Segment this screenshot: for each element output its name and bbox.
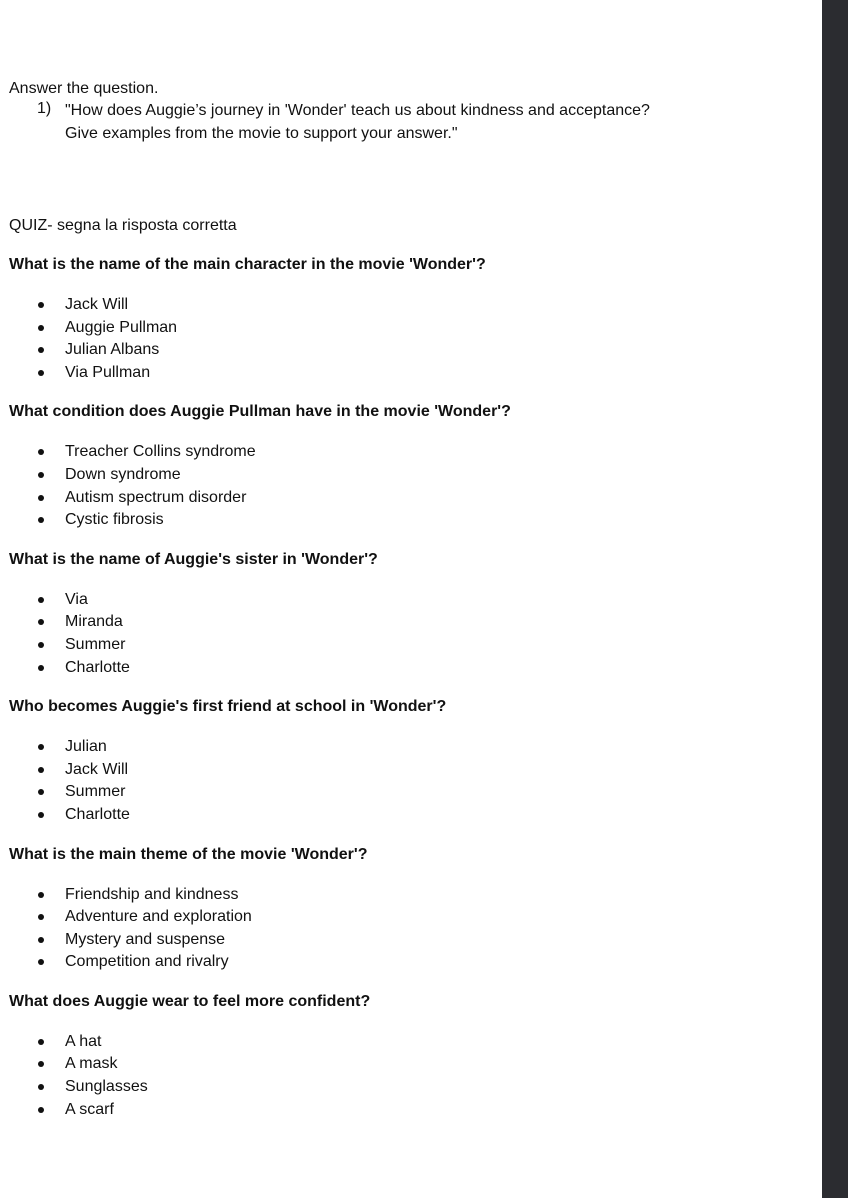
answer-option[interactable]: Summer — [9, 781, 809, 804]
open-question — [37, 100, 809, 145]
quiz-question-block — [9, 844, 809, 974]
answer-option[interactable]: A hat — [9, 1031, 809, 1054]
answer-option[interactable]: Summer — [9, 634, 809, 657]
quiz-question: Who becomes Auggie's first friend at school in 'Wonder'? — [9, 698, 447, 716]
answer-option[interactable]: Miranda — [9, 611, 809, 634]
answer-option[interactable]: Via Pullman — [9, 362, 809, 385]
answer-option[interactable]: Auggie Pullman — [9, 317, 809, 340]
instruction-text: Answer the question. — [9, 80, 159, 97]
answer-option[interactable]: Mystery and suspense — [9, 929, 809, 952]
document-page — [9, 78, 809, 1121]
answer-option[interactable]: Sunglasses — [9, 1076, 809, 1099]
answer-option[interactable]: Adventure and exploration — [9, 906, 809, 929]
answer-options-list — [9, 884, 809, 974]
quiz-question: What condition does Auggie Pullman have in the movie 'Wonder'? — [9, 403, 511, 421]
viewer-side-bar — [822, 0, 848, 1198]
answer-option[interactable]: A mask — [9, 1053, 809, 1076]
quiz-question: What is the main theme of the movie 'Wonder'? — [9, 845, 368, 863]
answer-option[interactable]: Via — [9, 589, 809, 612]
answer-options-list — [9, 1031, 809, 1121]
answer-options-list — [9, 441, 809, 531]
quiz-title: QUIZ- segna la risposta corretta — [9, 217, 237, 234]
open-question-line-2: Give examples from the movie to support your answer." — [65, 124, 458, 142]
answer-option[interactable]: Treacher Collins syndrome — [9, 441, 809, 464]
open-question-line-1: "How does Auggie’s journey in 'Wonder' teach us about kindness and acceptance? — [65, 102, 650, 119]
quiz-question-block — [9, 549, 809, 679]
open-question-number: 1) — [37, 100, 52, 117]
quiz-question-block — [9, 254, 809, 384]
answer-option[interactable]: Autism spectrum disorder — [9, 487, 809, 510]
quiz-question: What does Auggie wear to feel more confident? — [9, 992, 371, 1010]
answer-option[interactable]: Charlotte — [9, 657, 809, 680]
quiz-question-block — [9, 696, 809, 826]
answer-options-list — [9, 736, 809, 826]
answer-options-list — [9, 589, 809, 679]
answer-option[interactable]: Competition and rivalry — [9, 951, 809, 974]
answer-option[interactable]: Friendship and kindness — [9, 884, 809, 907]
quiz-question: What is the name of Auggie's sister in 'Wonder'? — [9, 550, 378, 568]
answer-options-list — [9, 294, 809, 384]
quiz-question-block — [9, 991, 809, 1121]
answer-option[interactable]: Julian Albans — [9, 339, 809, 362]
answer-option[interactable]: Jack Will — [9, 294, 809, 317]
answer-option[interactable]: Julian — [9, 736, 809, 759]
answer-option[interactable]: Charlotte — [9, 804, 809, 827]
answer-option[interactable]: A scarf — [9, 1099, 809, 1122]
answer-option[interactable]: Down syndrome — [9, 464, 809, 487]
quiz-question: What is the name of the main character in the movie 'Wonder'? — [9, 256, 486, 273]
answer-option[interactable]: Cystic fibrosis — [9, 509, 809, 532]
answer-option[interactable]: Jack Will — [9, 759, 809, 782]
quiz-question-block — [9, 401, 809, 531]
